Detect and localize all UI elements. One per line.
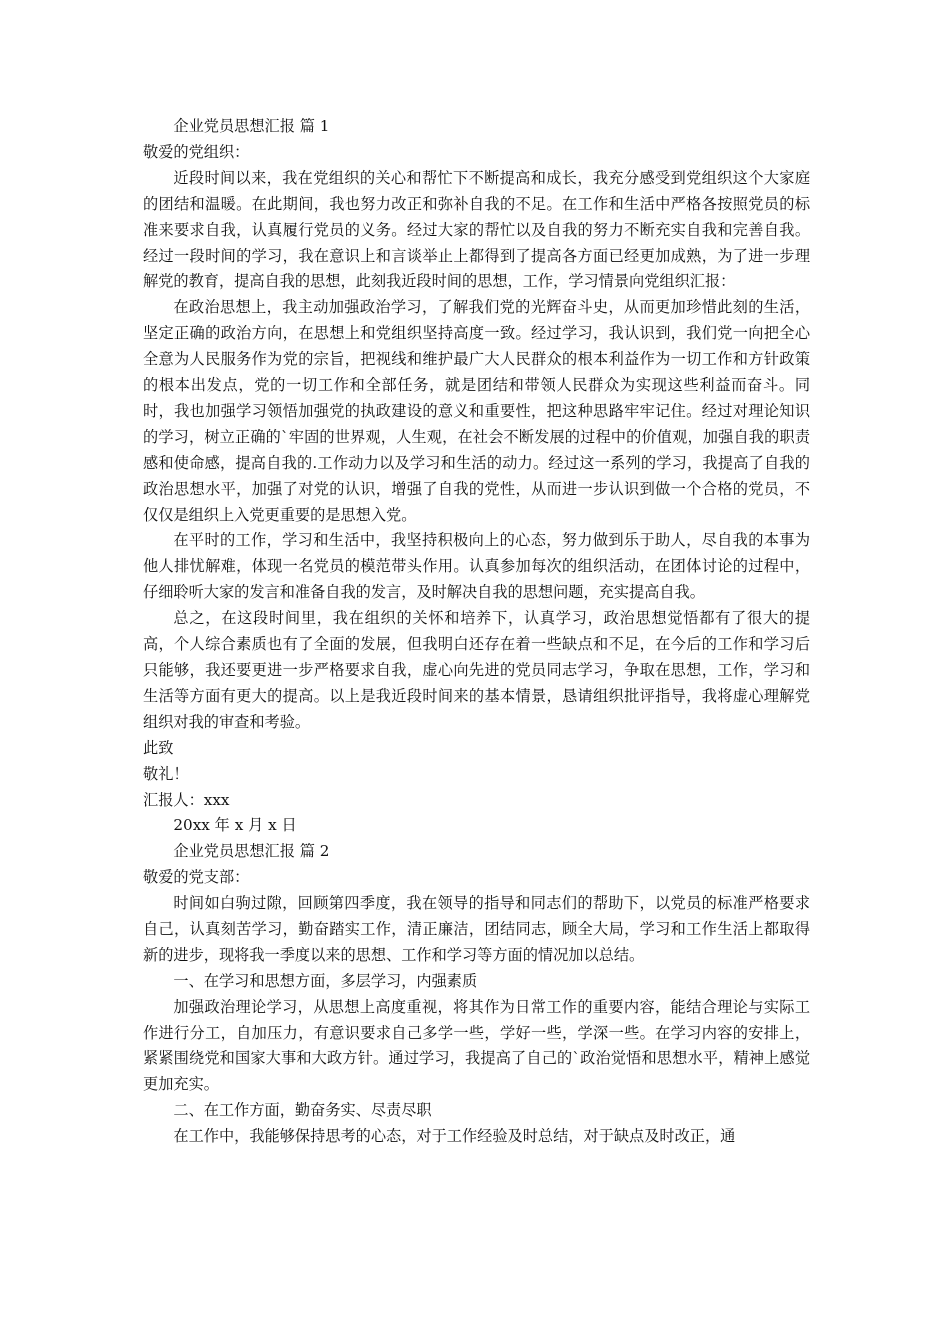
article1-reporter: 汇报人：xxx	[143, 790, 230, 809]
article1-date: 20xx 年 x 月 x 日	[173, 816, 297, 835]
article2-section1-heading: 一、在学习和思想方面，多层学习，内强素质	[173, 971, 478, 990]
article1-paragraph-3: 在平时的工作，学习和生活中，我坚持积极向上的心态，努力做到乐于助人，尽自我的本事为他人排忧解难，体现一名党员的模范带头作用。认真参加每次的组织活动，在团体讨论的过程中，仔细聆听大家的发言和准备自我的发言，及时解决自我的思想问题，充实提高自我。	[143, 531, 810, 602]
article2-section2-text: 在工作中，我能够保持思考的心态，对于工作经验及时总结，对于缺点及时改正，通	[173, 1127, 736, 1146]
article1-paragraph-4: 总之，在这段时间里，我在组织的关怀和培养下，认真学习，政治思想觉悟都有了很大的提高，个人综合素质也有了全面的发展，但我明白还存在着一些缺点和不足，在今后的工作和学习后只能够，我还要更进一步严格要求自我，虚心向先进的党员同志学习，争取在思想，工作，学习和生活等方面有更大的提高。以上是我近段时间来的基本情景，恳请组织批评指导，我将虚心理解党组织对我的审查和考验。	[143, 609, 810, 731]
document-page	[143, 114, 810, 1150]
article2-section2-heading: 二、在工作方面，勤奋务实、尽责尽职	[173, 1101, 432, 1120]
article1-paragraph-2: 在政治思想上，我主动加强政治学习，了解我们党的光辉奋斗史，从而更加珍惜此刻的生活，坚定正确的政治方向，在思想上和党组织坚持高度一致。经过学习，我认识到，我们党一向把全心全意为人民服务作为党的宗旨，把视线和维护最广大人民群众的根本利益作为一切工作和方针政策的根本出发点，党的一切工作和全部任务，就是团结和带领人民群众为实现这些利益而奋斗。同时，我也加强学习领悟加强党的执政建设的意义和重要性，把这种思路牢牢记住。经过对理论知识的学习，树立正确的`牢固的世界观，人生观，在社会不断发展的过程中的价值观，加强自我的职责感和使命感，提高自我的.工作动力以及学习和生活的动力。经过这一系列的学习，我提高了自我的政治思想水平，加强了对党的认识，增强了自我的党性，从而进一步认识到做一个合格的党员，不仅仅是组织上入党更重要的是思想入党。	[143, 298, 810, 524]
article1-closing-1: 此致	[143, 738, 174, 757]
article1-title: 企业党员思想汇报 篇 1	[173, 117, 330, 135]
article2-title: 企业党员思想汇报 篇 2	[173, 842, 330, 861]
article2-intro: 时间如白驹过隙，回顾第四季度，我在领导的指导和同志们的帮助下，以党员的标准严格要求自己，认真刻苦学习，勤奋踏实工作，清正廉洁，团结同志，顾全大局，学习和工作生活上都取得新的进步，现将我一季度以来的思想、工作和学习等方面的情况加以总结。	[143, 894, 810, 964]
article1-salutation: 敬爱的党组织：	[143, 142, 250, 161]
article1-paragraph-1: 近段时间以来，我在党组织的关心和帮忙下不断提高和成长，我充分感受到党组织这个大家庭的团结和温暖。在此期间，我也努力改正和弥补自我的不足。在工作和生活中严格各按照党员的标准来要求自我，认真履行党员的义务。经过大家的帮忙以及自我的努力不断充实自我和完善自我。经过一段时间的学习，我在意识上和言谈举止上都得到了提高各方面已经更加成熟，为了进一步理解党的教育，提高自我的思想，此刻我近段时间的思想，工作，学习情景向党组织汇报：	[143, 168, 810, 291]
article2-section1-text: 加强政治理论学习，从思想上高度重视，将其作为日常工作的重要内容，能结合理论与实际工作进行分工，自加压力，有意识要求自己多学一些，学好一些，学深一些。在学习内容的安排上，紧紧围绕党和国家大事和大政方针。通过学习，我提高了自己的`政治觉悟和思想水平，精神上感觉更加充实。	[143, 997, 810, 1094]
article2-salutation: 敬爱的党支部：	[143, 868, 250, 887]
article1-closing-2: 敬礼！	[143, 764, 189, 783]
